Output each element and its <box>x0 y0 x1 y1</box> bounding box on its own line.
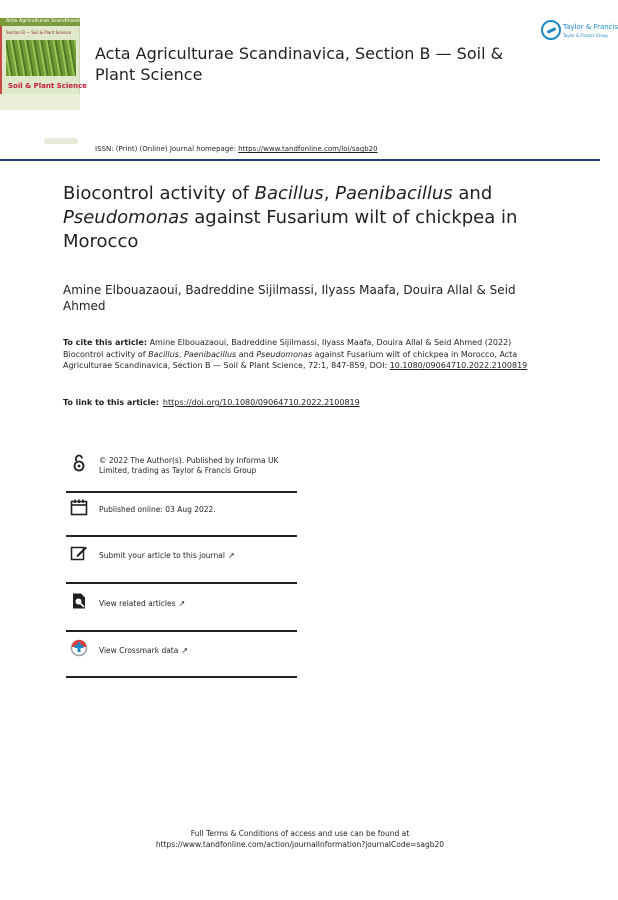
journal-homepage-link[interactable]: https://www.tandfonline.com/loi/sagb20 <box>238 145 378 153</box>
citation-pseudomonas: Pseudomonas <box>256 349 313 359</box>
submit-article-link[interactable] <box>99 551 235 561</box>
title-part: against Fusarium wilt of chickpea in Morocco <box>63 207 518 252</box>
citation-and: and <box>236 349 257 359</box>
header-divider <box>0 159 600 161</box>
cover-journal-line: Section B — Soil & Plant Science <box>6 30 72 35</box>
external-link-icon: ↗ <box>227 551 235 560</box>
open-access-icon <box>70 454 88 472</box>
external-link-icon: ↗ <box>181 646 189 655</box>
title-paenibacillus: Paenibacillus <box>335 183 453 204</box>
cover-publisher-logo <box>44 138 78 148</box>
license-text: © 2022 The Author(s). Published by Informa UK Limited, trading as Taylor & Francis Group <box>99 456 279 475</box>
title-part: Biocontrol activity of <box>63 183 255 204</box>
title-pseudomonas: Pseudomonas <box>63 207 189 228</box>
title-part: and <box>452 183 493 204</box>
article-authors: Amine Elbouazaoui, Badreddine Sijilmassi, Ilyass Maafa, Douira Allal & Seid Ahmed <box>63 283 516 313</box>
taylor-francis-logo[interactable] <box>541 20 618 42</box>
citation-sep: , <box>178 349 184 359</box>
publisher-logo-name: Taylor & Francis <box>563 23 618 31</box>
external-link-icon: ↗ <box>178 599 186 608</box>
article-link-line <box>63 398 553 407</box>
calendar-icon <box>70 498 88 516</box>
citation-text: Amine Elbouazaoui, Badreddine Sijilmassi, Ilyass Maafa, Douira Allal & Seid Ahmed (2022) Biocontrol activity of <box>63 338 512 359</box>
citation-label: To cite this article: <box>63 338 148 347</box>
journal-cover-image <box>0 18 87 110</box>
issn-line <box>95 145 378 153</box>
citation-text-2: against Fusarium wilt of chickpea in Morocco, Acta Agriculturae Scandinavica, Section B — Soil & Plant Science, 72:1, 847-859, DOI: <box>63 349 518 370</box>
related-label: View related articles <box>99 599 176 608</box>
terms-link[interactable]: https://www.tandfonline.com/action/journalInformation?journalCode=sagb20 <box>155 840 445 849</box>
article-title <box>63 182 543 254</box>
edit-icon <box>70 544 88 562</box>
citation-bacillus: Bacillus <box>148 349 179 359</box>
publisher-logo-sub: Taylor & Francis Group <box>563 33 608 38</box>
citation-block <box>63 337 553 372</box>
crossmark-label: View Crossmark data <box>99 646 179 655</box>
title-part: , <box>323 183 336 204</box>
info-divider <box>66 535 297 537</box>
citation-doi-link[interactable]: 10.1080/09064710.2022.2100819 <box>389 361 528 370</box>
view-related-articles-link[interactable] <box>99 599 185 609</box>
crossmark-item[interactable] <box>66 636 297 680</box>
submit-item[interactable] <box>66 540 297 584</box>
published-date: Published online: 03 Aug 2022. <box>99 505 216 514</box>
cover-strip-text: Acta Agriculturae Scandinavica <box>6 18 85 24</box>
cover-top-strip <box>0 18 85 26</box>
link-label: To link to this article: <box>63 398 159 407</box>
published-item <box>66 496 297 536</box>
cover-footer-band <box>0 94 80 110</box>
cover-photo <box>6 40 76 76</box>
citation-paenibacillus: Paenibacillus <box>183 349 237 359</box>
taylor-francis-logo-icon <box>541 20 561 40</box>
related-item[interactable] <box>66 588 297 632</box>
info-divider <box>66 630 297 632</box>
document-search-icon <box>70 592 88 610</box>
terms-text: Full Terms & Conditions of access and use can be found at <box>190 829 410 838</box>
article-doi-link[interactable]: https://doi.org/10.1080/09064710.2022.2100819 <box>162 398 360 407</box>
terms-footer <box>0 828 600 850</box>
cover-title: Soil & Plant Science <box>8 82 87 90</box>
license-item <box>66 452 297 492</box>
view-crossmark-link[interactable] <box>99 646 188 656</box>
submit-label: Submit your article to this journal <box>99 551 225 560</box>
info-divider <box>66 491 297 493</box>
journal-title: Acta Agriculturae Scandinavica, Section B — Soil & Plant Science <box>95 44 504 84</box>
info-divider <box>66 582 297 584</box>
issn-text: ISSN: (Print) (Online) Journal homepage: <box>95 145 239 153</box>
info-divider <box>66 676 297 678</box>
title-bacillus: Bacillus <box>254 183 324 204</box>
crossmark-icon <box>70 639 88 657</box>
